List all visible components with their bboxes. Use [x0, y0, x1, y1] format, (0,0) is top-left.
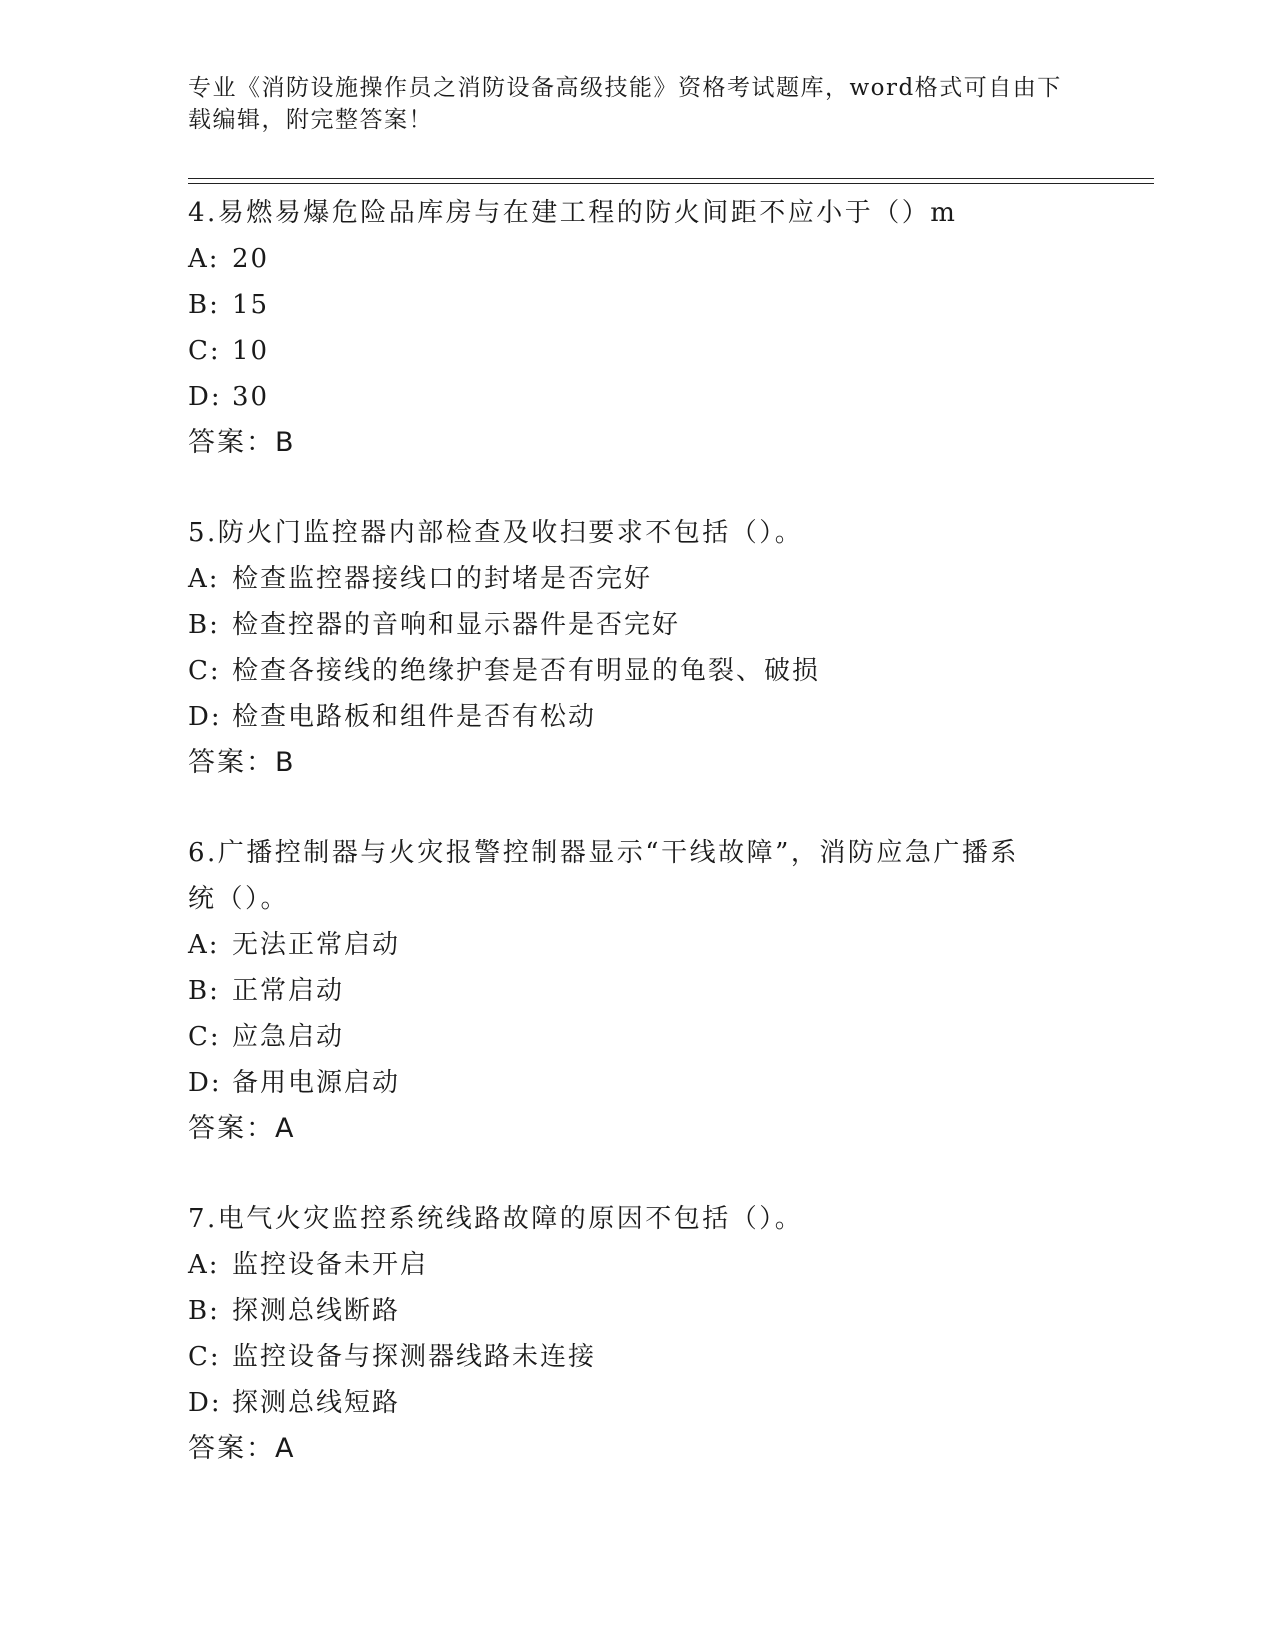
option-label: A:	[188, 930, 220, 960]
option-label: A:	[188, 564, 220, 594]
answer-line: 答案：B	[188, 427, 296, 458]
question-stem: 5.防火门监控器内部检查及收扫要求不包括（）。	[188, 518, 804, 548]
header-divider-bottom	[188, 183, 1154, 184]
option-label: B:	[188, 290, 220, 320]
option-label: D:	[188, 1388, 222, 1418]
option-text: 检查监控器接线口的封堵是否完好	[232, 564, 653, 594]
option-d	[188, 1380, 1088, 1426]
option-a	[188, 556, 1088, 602]
option-d	[188, 694, 1088, 740]
option-b	[188, 1288, 1088, 1334]
question-5	[188, 510, 1088, 786]
option-label: B:	[188, 1296, 220, 1326]
option-label: A:	[188, 244, 220, 274]
question-6	[188, 830, 1088, 1152]
option-text: 30	[232, 382, 270, 412]
option-label: B:	[188, 976, 220, 1006]
option-c	[188, 328, 1088, 374]
question-stem: 4.易燃易爆危险品库房与在建工程的防火间距不应小于（）m	[188, 198, 958, 228]
option-label: D:	[188, 382, 222, 412]
question-stem-continued: 统（）。	[188, 884, 290, 914]
option-b	[188, 282, 1088, 328]
option-c	[188, 648, 1088, 694]
answer-line: 答案：A	[188, 1113, 296, 1144]
answer-line: 答案：A	[188, 1433, 296, 1464]
header-line-1: 专业《消防设施操作员之消防设备高级技能》资格考试题库，word格式可自由下	[188, 75, 1062, 101]
header-line-2: 载编辑，附完整答案！	[188, 107, 433, 133]
option-label: C:	[188, 1022, 221, 1052]
option-text: 探测总线短路	[232, 1388, 401, 1418]
option-a	[188, 236, 1088, 282]
option-label: B:	[188, 610, 220, 640]
option-label: A:	[188, 1250, 220, 1280]
option-d	[188, 374, 1088, 420]
option-text: 20	[232, 244, 270, 274]
option-label: D:	[188, 702, 222, 732]
option-text: 15	[232, 290, 270, 320]
answer-line: 答案：B	[188, 747, 296, 778]
option-text: 监控设备与探测器线路未连接	[232, 1342, 597, 1372]
option-c	[188, 1334, 1088, 1380]
option-b	[188, 968, 1088, 1014]
option-label: D:	[188, 1068, 222, 1098]
option-text: 监控设备未开启	[232, 1250, 429, 1280]
question-4	[188, 190, 1088, 466]
option-text: 检查各接线的绝缘护套是否有明显的龟裂、破损	[232, 656, 821, 686]
question-stem: 7.电气火灾监控系统线路故障的原因不包括（）。	[188, 1204, 804, 1234]
option-a	[188, 1242, 1088, 1288]
option-text: 无法正常启动	[232, 930, 401, 960]
header-divider-top	[188, 178, 1154, 179]
document-header	[188, 72, 1068, 136]
option-label: C:	[188, 1342, 221, 1372]
question-stem: 6.广播控制器与火灾报警控制器显示“干线故障”，消防应急广播系	[188, 838, 1019, 868]
option-text: 10	[232, 336, 270, 366]
option-b	[188, 602, 1088, 648]
option-text: 正常启动	[232, 976, 345, 1006]
option-text: 应急启动	[232, 1022, 345, 1052]
option-text: 探测总线断路	[232, 1296, 401, 1326]
option-c	[188, 1014, 1088, 1060]
question-7	[188, 1196, 1088, 1472]
option-text: 检查电路板和组件是否有松动	[232, 702, 597, 732]
option-label: C:	[188, 336, 221, 366]
option-text: 备用电源启动	[232, 1068, 401, 1098]
option-a	[188, 922, 1088, 968]
option-d	[188, 1060, 1088, 1106]
option-text: 检查控器的音响和显示器件是否完好	[232, 610, 681, 640]
option-label: C:	[188, 656, 221, 686]
